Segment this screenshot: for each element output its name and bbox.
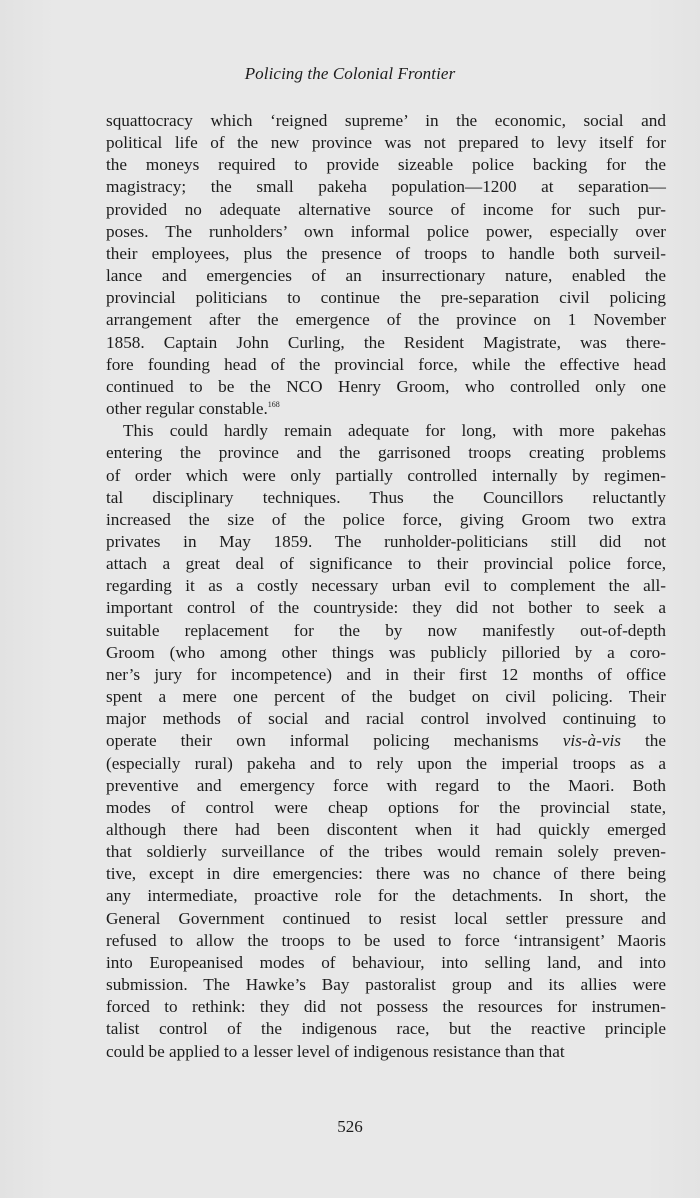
text-line: suitable replacement for the by now manifestly out-of-depth bbox=[106, 620, 666, 640]
text-line: although there had been discontent when it had quickly emerged bbox=[106, 820, 666, 839]
page-number: 526 bbox=[337, 1117, 363, 1136]
text-line: any intermediate, proactive role for the detachments. In short, the bbox=[106, 886, 666, 906]
text-line: provided no adequate alternative source of income for such pur- bbox=[106, 199, 666, 219]
text-line: 1858. Captain John Curling, the Resident Magistrate, was there- bbox=[106, 332, 666, 352]
text-line: their employees, plus the presence of troops to handle both surveil- bbox=[106, 243, 666, 263]
text-line: attach a great deal of significance to their provincial police force, bbox=[106, 554, 666, 574]
text-line-vis-a-vis bbox=[106, 730, 666, 752]
text-line: submission. The Hawke’s Bay pastoralist group and its allies were bbox=[106, 975, 666, 995]
text-line: General Government continued to resist local settler pressure and bbox=[106, 908, 666, 928]
text-line: regarding it as a costly necessary urban evil to complement the all- bbox=[106, 576, 666, 596]
text-line: talist control of the indigenous race, but the reactive principle bbox=[106, 1019, 666, 1039]
text-line: squattocracy which ‘reigned supreme’ in the economic, social and bbox=[106, 111, 666, 130]
text-line: arrangement after the emergence of the province on 1 November bbox=[106, 310, 666, 330]
text-line: provincial politicians to continue the pre-separation civil policing bbox=[106, 288, 666, 308]
text-line: major methods of social and racial control involved continuing to bbox=[106, 709, 666, 729]
text-line: increased the size of the police force, giving Groom two extra bbox=[106, 509, 666, 529]
paragraph-2 bbox=[106, 420, 666, 1063]
text-line: poses. The runholders’ own informal police power, especially over bbox=[106, 221, 666, 241]
footnote-marker[interactable]: 168 bbox=[267, 400, 280, 410]
text-line: of order which were only partially controlled internally by regimen- bbox=[106, 465, 666, 485]
text-line: tive, except in dire emergencies: there was no chance of there being bbox=[106, 864, 666, 884]
text-line: into Europeanised modes of behaviour, into selling land, and into bbox=[106, 952, 666, 972]
text-line: political life of the new province was not prepared to levy itself for bbox=[106, 133, 666, 153]
text-line: modes of control were cheap options for the provincial state, bbox=[106, 797, 666, 817]
text-line: forced to rethink: they did not possess the resources for instrumen- bbox=[106, 997, 666, 1017]
text-line-first: This could hardly remain adequate for long, with more pakehas bbox=[123, 421, 666, 441]
text-line: continued to be the NCO Henry Groom, who controlled only one bbox=[106, 376, 666, 396]
last-line-text: other regular constable. bbox=[106, 399, 268, 419]
text-line: important control of the countryside: they did not bother to seek a bbox=[106, 598, 666, 618]
text-line: lance and emergencies of an insurrectionary nature, enabled the bbox=[106, 266, 666, 286]
text-line: refused to allow the troops to be used to force ‘intransigent’ Maoris bbox=[106, 930, 666, 950]
text-line: that soldierly surveillance of the tribes would remain solely preven- bbox=[106, 842, 666, 862]
text-run: operate their own informal policing mechanisms bbox=[106, 731, 539, 751]
text-line: privates in May 1859. The runholder-politicians still did not bbox=[106, 531, 666, 551]
text-line: could be applied to a lesser level of indigenous resistance than that bbox=[106, 1041, 565, 1061]
running-head: Policing the Colonial Frontier bbox=[244, 64, 456, 83]
text-line: magistracy; the small pakeha population—1200 at separation— bbox=[106, 177, 666, 197]
text-line: (especially rural) pakeha and to rely upon the imperial troops as a bbox=[106, 753, 666, 773]
paragraph-1 bbox=[106, 110, 666, 420]
body-text bbox=[106, 110, 666, 1063]
text-line: ner’s jury for incompetence) and in their first 12 months of office bbox=[106, 664, 666, 684]
text-line: spent a mere one percent of the budget on civil policing. Their bbox=[106, 687, 666, 707]
text-line: the moneys required to provide sizeable police backing for the bbox=[106, 155, 666, 175]
text-line: tal disciplinary techniques. Thus the Councillors reluctantly bbox=[106, 487, 666, 507]
text-line: entering the province and the garrisoned troops creating problems bbox=[106, 443, 666, 463]
text-run: the bbox=[645, 731, 667, 751]
text-line: fore founding head of the provincial force, while the effective head bbox=[106, 354, 666, 374]
text-line: preventive and emergency force with regard to the Maori. Both bbox=[106, 775, 666, 795]
text-line-last bbox=[106, 398, 666, 420]
text-line: Groom (who among other things was publicly pilloried by a coro- bbox=[106, 642, 666, 662]
italic-term: vis-à-vis bbox=[562, 731, 621, 751]
